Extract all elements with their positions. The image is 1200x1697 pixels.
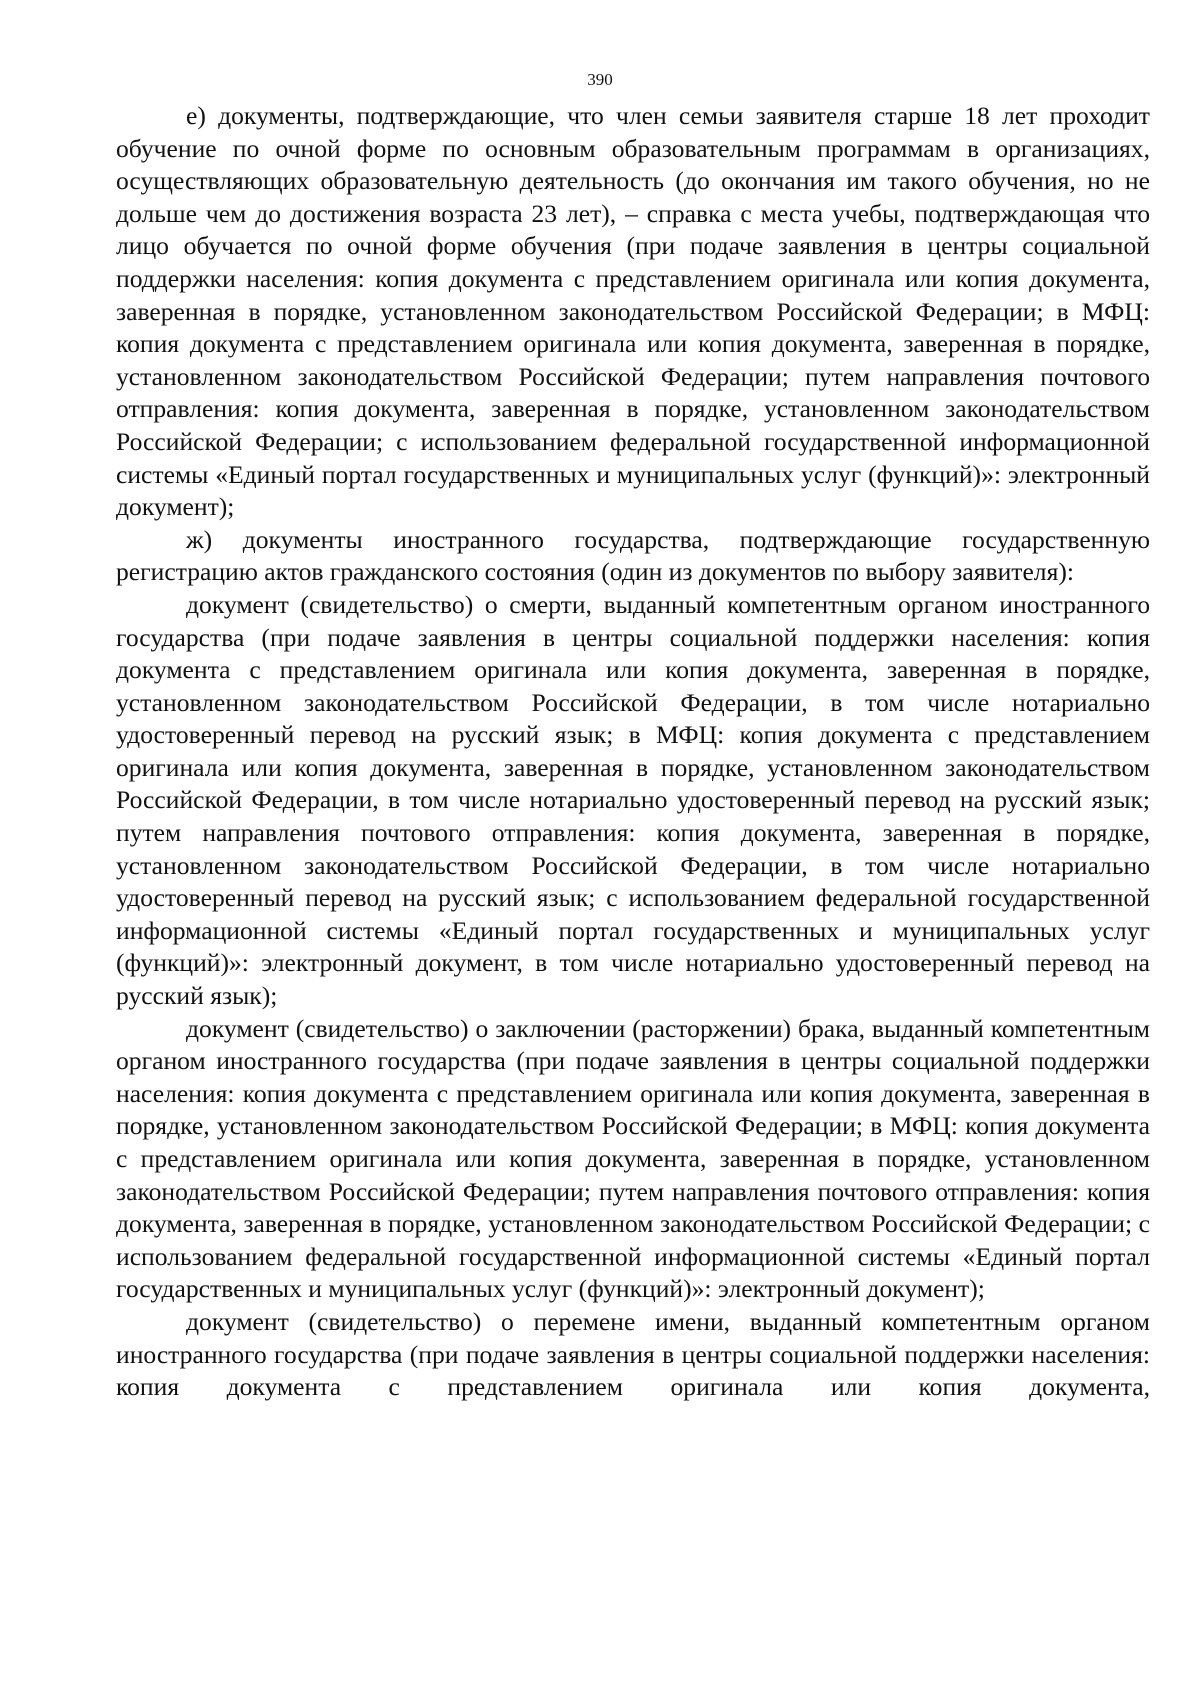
- paragraph-item-zh: ж) документы иностранного государства, подтверждающие государственную регистрацию актов гражданского состояния (один из документов по выбору заявителя):: [116, 524, 1150, 587]
- paragraph-death-certificate: документ (свидетельство) о смерти, выданный компетентным органом иностранного государства (при подаче заявления в центры социальной поддержки населения: копия документа с представлением оригинала или копия документа, заверенная в порядке, установленном законодательством Российской Федерации, в том числе нотариально удостоверенный перевод на русский язык; в МФЦ: копия документа с представлением оригинала или копия документа, заверенная в порядке, установленном законодательством Российской Федерации, в том числе нотариально удостоверенный перевод на русский язык; путем направления почтового отправления: копия документа, заверенная в порядке, установленном законодательством Российской Федерации, в том числе нотариально удостоверенный перевод на русский язык; с использованием федеральной государственной информационной системы «Единый портал государственных и муниципальных услуг (функций)»: электронный документ, в том числе нотариально удостоверенный перевод на русский язык);: [116, 589, 1150, 1011]
- paragraph-name-change-certificate: документ (свидетельство) о перемене имени, выданный компетентным органом иностранного государства (при подаче заявления в центры социальной поддержки населения: копия документа с представлением оригинала или копия документа,: [116, 1306, 1150, 1402]
- page-number: 390: [587, 70, 613, 89]
- document-body: [116, 100, 1150, 1404]
- paragraph-item-e: е) документы, подтверждающие, что член семьи заявителя старше 18 лет проходит обучение по очной форме по основным образовательным программам в организациях, осуществляющих образовательную деятельность (до окончания им такого обучения, но не дольше чем до достижения возраста 23 лет), – справка с места учебы, подтверждающая что лицо обучается по очной форме обучения (при подаче заявления в центры социальной поддержки населения: копия документа с представлением оригинала или копия документа, заверенная в порядке, установленном законодательством Российской Федерации; в МФЦ: копия документа с представлением оригинала или копия документа, заверенная в порядке, установленном законодательством Российской Федерации; путем направления почтового отправления: копия документа, заверенная в порядке, установленном законодательством Российской Федерации; с использованием федеральной государственной информационной системы «Единый портал государственных и муниципальных услуг (функций)»: электронный документ);: [116, 101, 1150, 522]
- paragraph-marriage-certificate: документ (свидетельство) о заключении (расторжении) брака, выданный компетентным органом иностранного государства (при подаче заявления в центры социальной поддержки населения: копия документа с представлением оригинала или копия документа, заверенная в порядке, установленном законодательством Российской Федерации; в МФЦ: копия документа с представлением оригинала или копия документа, заверенная в порядке, установленном законодательством Российской Федерации; путем направления почтового отправления: копия документа, заверенная в порядке, установленном законодательством Российской Федерации; с использованием федеральной государственной информационной системы «Единый портал государственных и муниципальных услуг (функций)»: электронный документ);: [116, 1013, 1150, 1304]
